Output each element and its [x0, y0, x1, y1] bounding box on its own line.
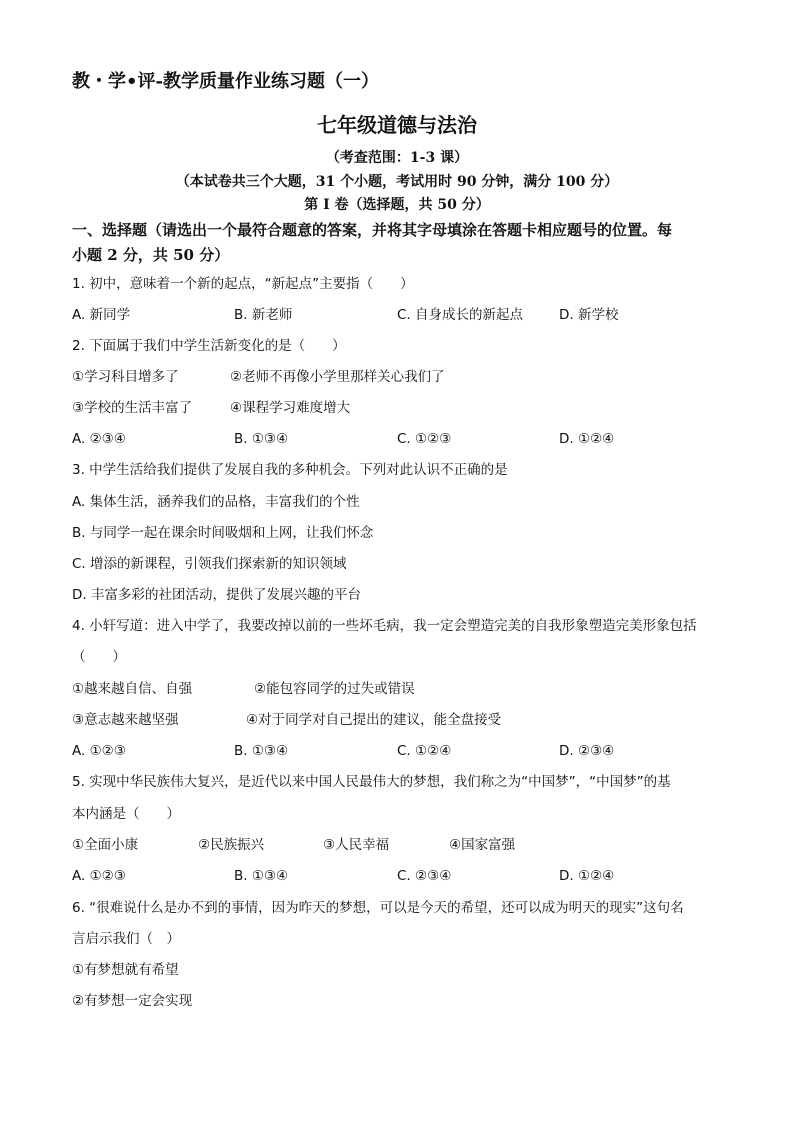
- question-2-option-d: D. ①②④: [559, 431, 615, 447]
- question-2-item-1: ①学习科目增多了: [72, 369, 179, 385]
- question-2-item-4: ④课程学习难度增大: [230, 400, 351, 416]
- question-2-option-b: B. ①③④: [234, 431, 289, 447]
- question-2-option-c: C. ①②③: [397, 431, 452, 447]
- question-2-item-2: ②老师不再像小学里那样关心我们了: [230, 369, 445, 385]
- question-2-option-a: A. ②③④: [72, 431, 126, 447]
- question-6-stem-line2: 言启示我们（ ）: [72, 931, 180, 947]
- question-1-option-c: C. 自身成长的新起点: [397, 307, 524, 323]
- question-5-item-2: ②民族振兴: [198, 837, 265, 853]
- question-5-item-1: ①全面小康: [72, 837, 139, 853]
- question-5-option-a: A. ①②③: [72, 868, 126, 884]
- question-1-option-a: A. 新同学: [72, 307, 131, 323]
- question-3-stem: 3. 中学生活给我们提供了发展自我的多种机会。下列对此认识不正确的是: [72, 462, 508, 478]
- question-4-item-4: ④对于同学对自己提出的建议，能全盘接受: [246, 712, 502, 728]
- question-4-item-1: ①越来越自信、自强: [72, 681, 193, 697]
- question-6-stem-line1: 6. “很难说什么是办不到的事情，因为昨天的梦想，可以是今天的希望，还可以成为明天的现实”这句名: [72, 900, 684, 916]
- question-4-option-c: C. ①②④: [397, 743, 452, 759]
- question-5-item-4: ④国家富强: [449, 837, 516, 853]
- question-4-item-2: ②能包容同学的过失或错误: [254, 681, 415, 697]
- question-1-option-d: D. 新学校: [559, 307, 619, 323]
- question-1-stem: 1. 初中，意味着一个新的起点，“新起点”主要指（ ）: [72, 276, 414, 292]
- question-5-item-3: ③人民幸福: [323, 837, 390, 853]
- question-4-stem-line1: 4. 小轩写道：进入中学了，我要改掉以前的一些坏毛病，我一定会塑造完美的自我形象塑造完美形象包括: [72, 618, 697, 634]
- question-2-stem: 2. 下面属于我们中学生活新变化的是（ ）: [72, 338, 346, 354]
- section-instructions-line2: 小题 2 分，共 50 分）: [72, 246, 230, 264]
- question-6-item-1: ①有梦想就有希望: [72, 962, 179, 978]
- question-4-option-a: A. ①②③: [72, 743, 126, 759]
- question-5-option-d: D. ①②④: [559, 868, 615, 884]
- question-5-option-b: B. ①③④: [234, 868, 289, 884]
- question-2-item-3: ③学校的生活丰富了: [72, 400, 193, 416]
- question-6-item-2: ②有梦想一定会实现: [72, 993, 193, 1009]
- question-5-stem-line1: 5. 实现中华民族伟大复兴，是近代以来中国人民最伟大的梦想，我们称之为“中国梦”，“中国梦”的基: [72, 774, 671, 790]
- question-4-option-d: D. ②③④: [559, 743, 615, 759]
- question-5-option-c: C. ②③④: [397, 868, 452, 884]
- question-4-item-3: ③意志越来越坚强: [72, 712, 179, 728]
- question-3-option-b: B. 与同学一起在课余时间吸烟和上网，让我们怀念: [72, 525, 374, 541]
- part-heading: 第 I 卷（选择题，共 50 分）: [304, 197, 490, 213]
- question-3-option-d: D. 丰富多彩的社团活动，提供了发展兴趣的平台: [72, 587, 361, 603]
- question-3-option-a: A. 集体生活，涵养我们的品格，丰富我们的个性: [72, 494, 360, 510]
- question-4-stem-line2: （ ）: [72, 649, 126, 665]
- question-4-option-b: B. ①③④: [234, 743, 289, 759]
- exam-scope: （考查范围：1-3 课）: [325, 150, 469, 166]
- question-5-stem-line2: 本内涵是（ ）: [72, 806, 180, 822]
- exam-info: （本试卷共三个大题，31 个小题，考试用时 90 分钟，满分 100 分）: [175, 174, 619, 190]
- document-title: 七年级道德与法治: [317, 113, 477, 137]
- question-1-option-b: B. 新老师: [234, 307, 293, 323]
- document-header: 教・学•评-教学质量作业练习题（一）: [72, 71, 379, 92]
- question-3-option-c: C. 增添的新课程，引领我们探索新的知识领域: [72, 556, 347, 572]
- section-instructions-line1: 一、选择题（请选出一个最符合题意的答案，并将其字母填涂在答题卡相应题号的位置。每: [72, 221, 673, 239]
